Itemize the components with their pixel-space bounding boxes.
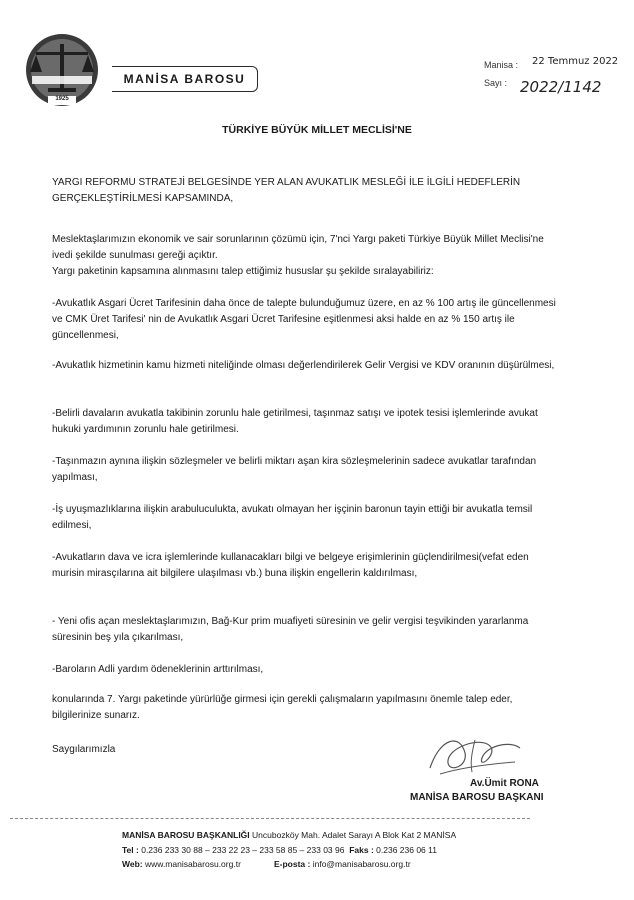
date-stamp: 22 Temmuz 2022 xyxy=(532,56,619,67)
paragraph-item-3: -Belirli davaların avukatla takibinin zorunlu hale getirilmesi, taşınmaz satışı ve ipotek tesisi işlemlerinde avukat hukuki yardımının zorunlu hale getirilmesi. xyxy=(52,408,538,435)
place-label: Manisa : xyxy=(484,60,519,70)
number-label: Sayı : xyxy=(484,78,508,88)
paragraph-item-5: -İş uyuşmazlıklarına ilişkin arabuluculukta, avukatı olmayan her işçinin baronun tayin ettiği bir avukatla temsil edilmesi, xyxy=(52,504,533,531)
footer-email-label: E-posta : xyxy=(273,859,311,869)
logo-year: 1925 xyxy=(55,96,69,102)
footer-divider xyxy=(10,818,530,819)
paragraph-list-intro: Yargı paketinin kapsamına alınmasını talep ettiğimiz hususlar şu şekilde sıralayabiliriz: xyxy=(52,266,434,277)
footer-address: Uncubozköy Mah. Adalet Sarayı A Blok Kat 2 MANİSA xyxy=(252,830,457,840)
handwritten-signature xyxy=(420,728,530,784)
document-number: 2022/1142 xyxy=(520,78,602,96)
bar-association-logo xyxy=(18,32,110,112)
footer-web-label: Web: xyxy=(122,859,143,869)
footer-web: www.manisabarosu.org.tr xyxy=(145,859,241,869)
footer-address-line xyxy=(122,830,456,840)
recipient-heading: TÜRKİYE BÜYÜK MİLLET MECLİSİ'NE xyxy=(222,124,412,136)
paragraph-item-6: -Avukatların dava ve icra işlemlerinde kullanacakları bilgi ve belgeye erişimlerinin güçlendirilmesi(vefat eden murisin mirasçılarına ait bilgilere ulaşılması vb.) buna ilişkin engellerin kaldırılması, xyxy=(52,552,529,579)
footer-tel: 0.236 233 30 88 – 233 22 23 – 233 58 85 – 233 03 96 xyxy=(141,845,345,855)
footer-web-line xyxy=(122,859,411,869)
footer-phone-line xyxy=(122,845,437,855)
paragraph-intro: Meslektaşlarımızın ekonomik ve sair sorunlarının çözümü için, 7'nci Yargı paketi Türkiye Büyük Millet Meclisi'ne ivedi şekilde sunulması gereği açıktır. xyxy=(52,234,544,261)
footer-org: MANİSA BAROSU BAŞKANLIĞI xyxy=(122,830,250,840)
paragraph-item-4: -Taşınmazın aynına ilişkin sözleşmeler ve belirli miktarı aşan kira sözleşmelerinin sadece avukatlar tarafından yapılması, xyxy=(52,456,537,483)
footer-fax-label: Faks : xyxy=(349,845,374,855)
paragraph-item-7: - Yeni ofis açan meslektaşlarımızın, Bağ-Kur prim muafiyeti süresinin ve gelir vergisi teşvikinden yararlanma süresinin beş yıla çıkarılması, xyxy=(52,616,529,643)
signatory-name: Av.Ümit RONA xyxy=(470,778,539,789)
footer-fax: 0.236 236 06 11 xyxy=(376,845,437,855)
closing-salutation: Saygılarımızla xyxy=(52,744,116,755)
footer-tel-label: Tel : xyxy=(122,845,139,855)
organization-name: MANİSA BAROSU xyxy=(112,66,258,92)
paragraph-item-8: -Baroların Adli yardım ödeneklerinin arttırılması, xyxy=(52,664,264,675)
paragraph-item-1: -Avukatlık Asgari Ücret Tarifesinin daha önce de talepte bulunduğumuz üzere, en az % 100 artış ile güncellenmesi ve CMK Üret Tarifesi' nin de Avukatlık Asgari Ücret Tarifesine eşitlenmesi aksi halde en az % 150 artış ile güncellenmesi, xyxy=(52,298,556,341)
subject-line: YARGI REFORMU STRATEJİ BELGESİNDE YER ALAN AVUKATLIK MESLEĞİ İLE İLGİLİ HEDEFLERİN GERÇEKLEŞTİRİLMESİ KAPSAMINDA, xyxy=(52,177,521,204)
footer-email: info@manisabarosu.org.tr xyxy=(312,859,411,869)
paragraph-conclusion: konularında 7. Yargı paketinde yürürlüğe girmesi için gerekli çalışmaların yapılmasını önemle talep eder, bilgilerinize sunarız. xyxy=(52,694,513,721)
signatory-title: MANİSA BAROSU BAŞKANI xyxy=(410,792,544,803)
paragraph-item-2: -Avukatlık hizmetinin kamu hizmeti niteliğinde olması değerlendirilerek Gelir Vergisi ve KDV oranının düşürülmesi, xyxy=(52,360,555,371)
